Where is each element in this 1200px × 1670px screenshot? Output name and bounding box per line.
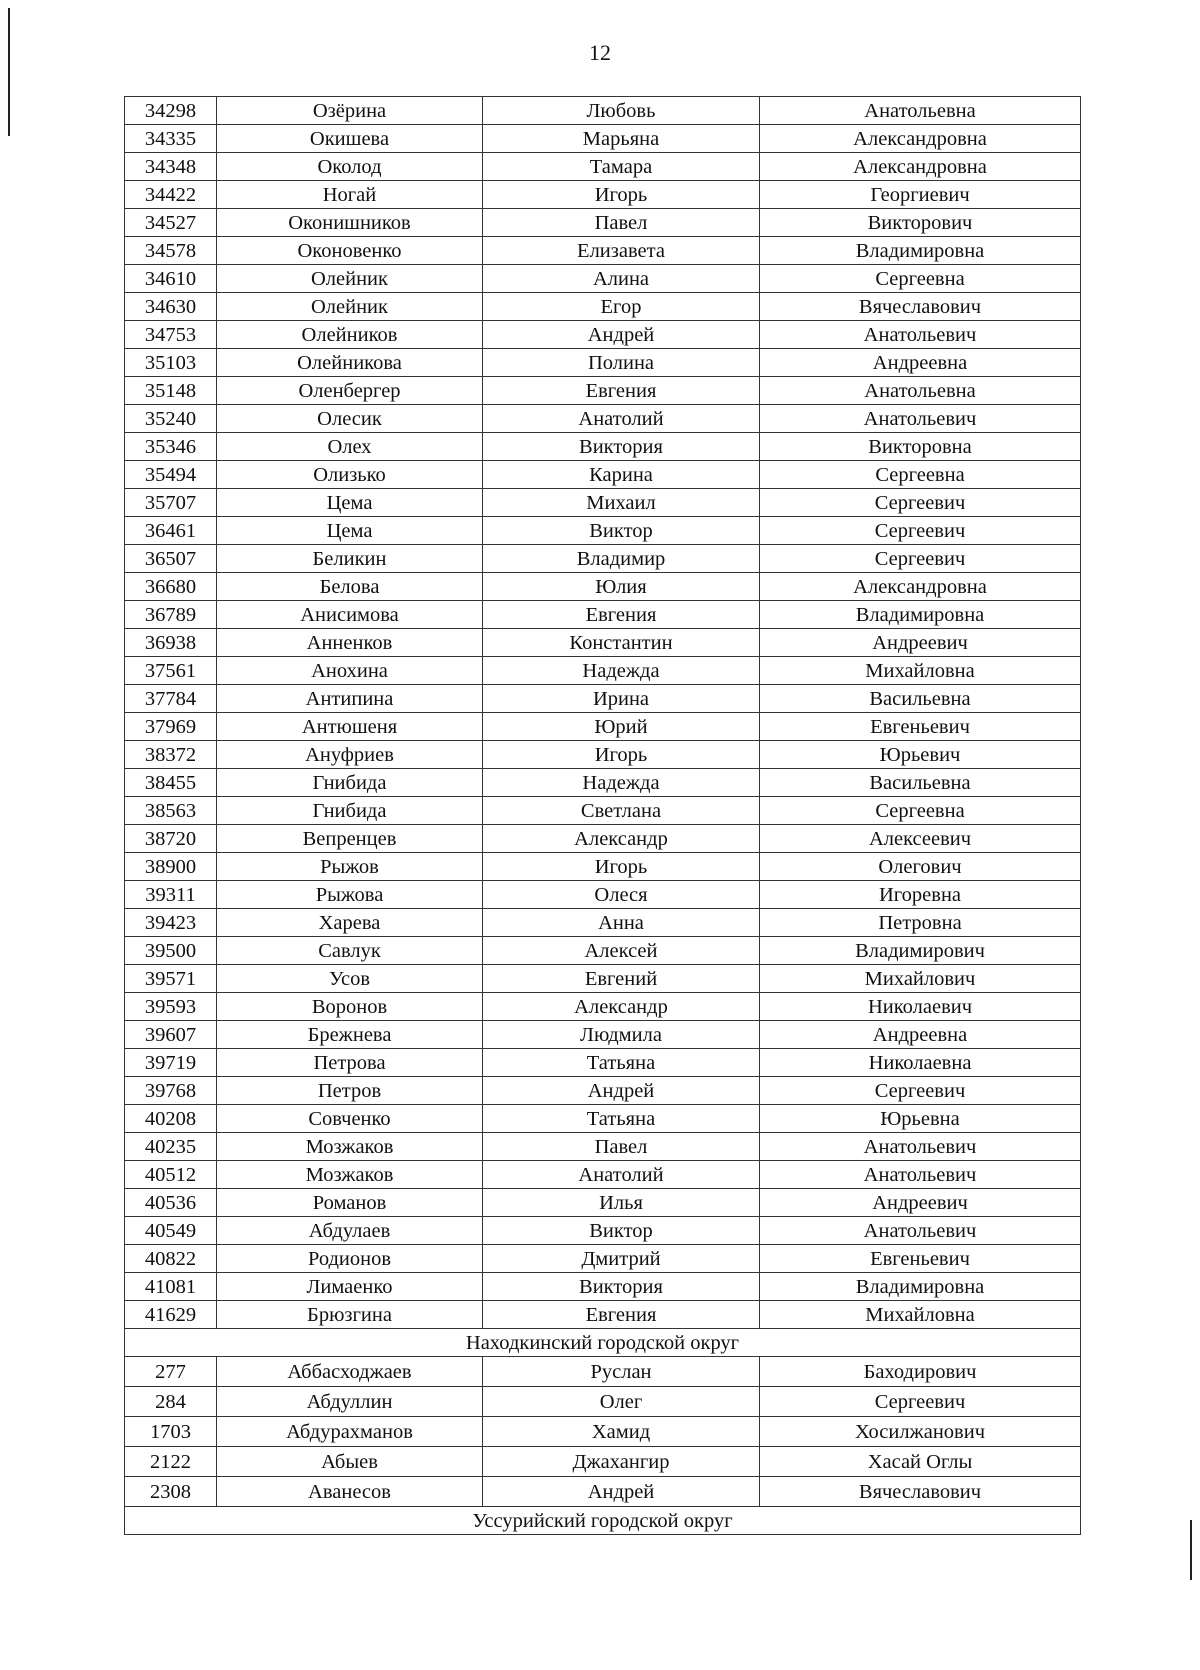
first-name-cell: Карина [483, 461, 760, 489]
last-name-cell: Оконовенко [217, 237, 483, 265]
patronymic-cell: Анатольевна [760, 97, 1081, 125]
last-name-cell: Усов [217, 965, 483, 993]
last-name-cell: Родионов [217, 1245, 483, 1273]
patronymic-cell: Михайловна [760, 657, 1081, 685]
patronymic-cell: Анатольевич [760, 405, 1081, 433]
table-row [125, 1477, 1081, 1507]
person-id-cell: 38900 [125, 853, 217, 881]
last-name-cell: Петров [217, 1077, 483, 1105]
person-id-cell: 38455 [125, 769, 217, 797]
patronymic-cell: Викторович [760, 209, 1081, 237]
first-name-cell: Олеся [483, 881, 760, 909]
patronymic-cell: Юрьевич [760, 741, 1081, 769]
person-id-cell: 35707 [125, 489, 217, 517]
last-name-cell: Олейник [217, 293, 483, 321]
table-row [125, 1217, 1081, 1245]
table-row [125, 1301, 1081, 1329]
patronymic-cell: Сергеевич [760, 1387, 1081, 1417]
last-name-cell: Савлук [217, 937, 483, 965]
last-name-cell: Харева [217, 909, 483, 937]
last-name-cell: Цема [217, 517, 483, 545]
last-name-cell: Совченко [217, 1105, 483, 1133]
scan-edge-mark [8, 8, 10, 136]
table-row [125, 517, 1081, 545]
person-id-cell: 35103 [125, 349, 217, 377]
patronymic-cell: Андреевна [760, 349, 1081, 377]
first-name-cell: Надежда [483, 769, 760, 797]
patronymic-cell: Георгиевич [760, 181, 1081, 209]
last-name-cell: Лимаенко [217, 1273, 483, 1301]
first-name-cell: Павел [483, 209, 760, 237]
patronymic-cell: Андреевна [760, 1021, 1081, 1049]
last-name-cell: Окишева [217, 125, 483, 153]
table-row [125, 769, 1081, 797]
first-name-cell: Александр [483, 825, 760, 853]
first-name-cell: Юлия [483, 573, 760, 601]
table-row [125, 909, 1081, 937]
patronymic-cell: Владимировна [760, 601, 1081, 629]
patronymic-cell: Сергеевич [760, 1077, 1081, 1105]
first-name-cell: Виктория [483, 433, 760, 461]
table-row [125, 1417, 1081, 1447]
table-row [125, 377, 1081, 405]
patronymic-cell: Сергеевич [760, 517, 1081, 545]
first-name-cell: Евгений [483, 965, 760, 993]
last-name-cell: Олейник [217, 265, 483, 293]
patronymic-cell: Андреевич [760, 629, 1081, 657]
first-name-cell: Тамара [483, 153, 760, 181]
first-name-cell: Дмитрий [483, 1245, 760, 1273]
person-id-cell: 39768 [125, 1077, 217, 1105]
patronymic-cell: Сергеевна [760, 461, 1081, 489]
person-id-cell: 36461 [125, 517, 217, 545]
first-name-cell: Игорь [483, 741, 760, 769]
table-row [125, 685, 1081, 713]
section-heading-row [125, 1329, 1081, 1357]
patronymic-cell: Васильевна [760, 685, 1081, 713]
last-name-cell: Абдулаев [217, 1217, 483, 1245]
person-id-cell: 34630 [125, 293, 217, 321]
person-id-cell: 39593 [125, 993, 217, 1021]
table-row [125, 1105, 1081, 1133]
first-name-cell: Полина [483, 349, 760, 377]
table-row [125, 629, 1081, 657]
last-name-cell: Романов [217, 1189, 483, 1217]
patronymic-cell: Анатольевич [760, 1133, 1081, 1161]
person-id-cell: 34527 [125, 209, 217, 237]
person-id-cell: 34335 [125, 125, 217, 153]
first-name-cell: Виктор [483, 1217, 760, 1245]
patronymic-cell: Викторовна [760, 433, 1081, 461]
table-row [125, 489, 1081, 517]
table-row [125, 1387, 1081, 1417]
patronymic-cell: Олегович [760, 853, 1081, 881]
last-name-cell: Белова [217, 573, 483, 601]
person-id-cell: 40549 [125, 1217, 217, 1245]
last-name-cell: Ногай [217, 181, 483, 209]
first-name-cell: Андрей [483, 1477, 760, 1507]
person-id-cell: 36507 [125, 545, 217, 573]
first-name-cell: Татьяна [483, 1105, 760, 1133]
person-id-cell: 40235 [125, 1133, 217, 1161]
person-id-cell: 2122 [125, 1447, 217, 1477]
patronymic-cell: Евгеньевич [760, 1245, 1081, 1273]
person-id-cell: 39719 [125, 1049, 217, 1077]
table-row [125, 1133, 1081, 1161]
table-row [125, 937, 1081, 965]
last-name-cell: Олейникова [217, 349, 483, 377]
person-id-cell: 34753 [125, 321, 217, 349]
patronymic-cell: Михайлович [760, 965, 1081, 993]
table-row [125, 97, 1081, 125]
person-id-cell: 36680 [125, 573, 217, 601]
first-name-cell: Виктория [483, 1273, 760, 1301]
last-name-cell: Анисимова [217, 601, 483, 629]
table-row [125, 1273, 1081, 1301]
first-name-cell: Игорь [483, 181, 760, 209]
table-row [125, 181, 1081, 209]
last-name-cell: Аббасходжаев [217, 1357, 483, 1387]
table-row [125, 1447, 1081, 1477]
table-row [125, 1245, 1081, 1273]
patronymic-cell: Петровна [760, 909, 1081, 937]
person-id-cell: 39311 [125, 881, 217, 909]
table-row [125, 265, 1081, 293]
last-name-cell: Гнибида [217, 769, 483, 797]
first-name-cell: Игорь [483, 853, 760, 881]
last-name-cell: Брежнева [217, 1021, 483, 1049]
last-name-cell: Беликин [217, 545, 483, 573]
first-name-cell: Людмила [483, 1021, 760, 1049]
last-name-cell: Абдуллин [217, 1387, 483, 1417]
patronymic-cell: Баходирович [760, 1357, 1081, 1387]
last-name-cell: Антипина [217, 685, 483, 713]
first-name-cell: Павел [483, 1133, 760, 1161]
table-row [125, 545, 1081, 573]
page-number: 12 [589, 40, 611, 65]
first-name-cell: Анна [483, 909, 760, 937]
last-name-cell: Оконишников [217, 209, 483, 237]
last-name-cell: Воронов [217, 993, 483, 1021]
person-id-cell: 35148 [125, 377, 217, 405]
last-name-cell: Олех [217, 433, 483, 461]
table-row [125, 321, 1081, 349]
person-id-cell: 34348 [125, 153, 217, 181]
last-name-cell: Рыжов [217, 853, 483, 881]
patronymic-cell: Алексеевич [760, 825, 1081, 853]
patronymic-cell: Анатольевич [760, 1161, 1081, 1189]
person-id-cell: 41629 [125, 1301, 217, 1329]
table-row [125, 125, 1081, 153]
last-name-cell: Олизько [217, 461, 483, 489]
last-name-cell: Гнибида [217, 797, 483, 825]
last-name-cell: Анненков [217, 629, 483, 657]
person-id-cell: 39500 [125, 937, 217, 965]
section-heading: Уссурийский городской округ [125, 1507, 1081, 1535]
patronymic-cell: Андреевич [760, 1189, 1081, 1217]
patronymic-cell: Николаевич [760, 993, 1081, 1021]
people-table-body [125, 97, 1081, 1535]
table-row [125, 1049, 1081, 1077]
patronymic-cell: Сергеевич [760, 545, 1081, 573]
patronymic-cell: Анатольевна [760, 377, 1081, 405]
person-id-cell: 35494 [125, 461, 217, 489]
last-name-cell: Мозжаков [217, 1133, 483, 1161]
person-id-cell: 41081 [125, 1273, 217, 1301]
first-name-cell: Михаил [483, 489, 760, 517]
person-id-cell: 40512 [125, 1161, 217, 1189]
person-id-cell: 34298 [125, 97, 217, 125]
table-row [125, 853, 1081, 881]
first-name-cell: Владимир [483, 545, 760, 573]
last-name-cell: Вепренцев [217, 825, 483, 853]
table-row [125, 1357, 1081, 1387]
patronymic-cell: Юрьевна [760, 1105, 1081, 1133]
patronymic-cell: Анатольевич [760, 321, 1081, 349]
person-id-cell: 37784 [125, 685, 217, 713]
first-name-cell: Татьяна [483, 1049, 760, 1077]
person-id-cell: 34422 [125, 181, 217, 209]
person-id-cell: 35346 [125, 433, 217, 461]
person-id-cell: 34610 [125, 265, 217, 293]
first-name-cell: Алина [483, 265, 760, 293]
table-row [125, 601, 1081, 629]
person-id-cell: 40822 [125, 1245, 217, 1273]
first-name-cell: Константин [483, 629, 760, 657]
table-row [125, 1189, 1081, 1217]
person-id-cell: 37561 [125, 657, 217, 685]
table-row [125, 573, 1081, 601]
table-row [125, 741, 1081, 769]
people-table [124, 96, 1081, 1535]
last-name-cell: Оленбергер [217, 377, 483, 405]
last-name-cell: Анохина [217, 657, 483, 685]
last-name-cell: Ануфриев [217, 741, 483, 769]
first-name-cell: Евгения [483, 377, 760, 405]
first-name-cell: Юрий [483, 713, 760, 741]
person-id-cell: 38720 [125, 825, 217, 853]
person-id-cell: 38372 [125, 741, 217, 769]
table-row [125, 293, 1081, 321]
patronymic-cell: Александровна [760, 573, 1081, 601]
last-name-cell: Петрова [217, 1049, 483, 1077]
scan-edge-mark [1190, 1520, 1192, 1580]
table-row [125, 237, 1081, 265]
table-row [125, 993, 1081, 1021]
first-name-cell: Андрей [483, 1077, 760, 1105]
table-row [125, 881, 1081, 909]
patronymic-cell: Сергеевна [760, 797, 1081, 825]
table-row [125, 713, 1081, 741]
last-name-cell: Абдурахманов [217, 1417, 483, 1447]
person-id-cell: 36789 [125, 601, 217, 629]
first-name-cell: Евгения [483, 1301, 760, 1329]
last-name-cell: Озёрина [217, 97, 483, 125]
table-row [125, 797, 1081, 825]
last-name-cell: Мозжаков [217, 1161, 483, 1189]
person-id-cell: 2308 [125, 1477, 217, 1507]
patronymic-cell: Александровна [760, 125, 1081, 153]
patronymic-cell: Вячеславович [760, 293, 1081, 321]
first-name-cell: Елизавета [483, 237, 760, 265]
person-id-cell: 34578 [125, 237, 217, 265]
first-name-cell: Анатолий [483, 1161, 760, 1189]
patronymic-cell: Вячеславович [760, 1477, 1081, 1507]
section-heading: Находкинский городской округ [125, 1329, 1081, 1357]
patronymic-cell: Хосилжанович [760, 1417, 1081, 1447]
table-row [125, 657, 1081, 685]
patronymic-cell: Евгеньевич [760, 713, 1081, 741]
first-name-cell: Хамид [483, 1417, 760, 1447]
table-row [125, 965, 1081, 993]
last-name-cell: Околод [217, 153, 483, 181]
first-name-cell: Андрей [483, 321, 760, 349]
table-row [125, 433, 1081, 461]
first-name-cell: Ирина [483, 685, 760, 713]
patronymic-cell: Васильевна [760, 769, 1081, 797]
table-row [125, 349, 1081, 377]
patronymic-cell: Сергеевич [760, 489, 1081, 517]
last-name-cell: Цема [217, 489, 483, 517]
first-name-cell: Надежда [483, 657, 760, 685]
person-id-cell: 1703 [125, 1417, 217, 1447]
section-heading-row [125, 1507, 1081, 1535]
patronymic-cell: Анатольевич [760, 1217, 1081, 1245]
last-name-cell: Антюшеня [217, 713, 483, 741]
patronymic-cell: Александровна [760, 153, 1081, 181]
table-row [125, 825, 1081, 853]
table-row [125, 1161, 1081, 1189]
first-name-cell: Олег [483, 1387, 760, 1417]
first-name-cell: Анатолий [483, 405, 760, 433]
first-name-cell: Егор [483, 293, 760, 321]
first-name-cell: Александр [483, 993, 760, 1021]
table-row [125, 209, 1081, 237]
table-row [125, 1021, 1081, 1049]
patronymic-cell: Владимировна [760, 1273, 1081, 1301]
first-name-cell: Руслан [483, 1357, 760, 1387]
patronymic-cell: Хасай Оглы [760, 1447, 1081, 1477]
person-id-cell: 35240 [125, 405, 217, 433]
first-name-cell: Евгения [483, 601, 760, 629]
patronymic-cell: Владимировна [760, 237, 1081, 265]
first-name-cell: Светлана [483, 797, 760, 825]
first-name-cell: Джахангир [483, 1447, 760, 1477]
first-name-cell: Илья [483, 1189, 760, 1217]
first-name-cell: Марьяна [483, 125, 760, 153]
person-id-cell: 40208 [125, 1105, 217, 1133]
last-name-cell: Брюзгина [217, 1301, 483, 1329]
person-id-cell: 284 [125, 1387, 217, 1417]
patronymic-cell: Игоревна [760, 881, 1081, 909]
last-name-cell: Олесик [217, 405, 483, 433]
person-id-cell: 39607 [125, 1021, 217, 1049]
person-id-cell: 40536 [125, 1189, 217, 1217]
patronymic-cell: Николаевна [760, 1049, 1081, 1077]
last-name-cell: Рыжова [217, 881, 483, 909]
first-name-cell: Алексей [483, 937, 760, 965]
person-id-cell: 39423 [125, 909, 217, 937]
patronymic-cell: Владимирович [760, 937, 1081, 965]
first-name-cell: Любовь [483, 97, 760, 125]
person-id-cell: 39571 [125, 965, 217, 993]
table-row [125, 1077, 1081, 1105]
person-id-cell: 36938 [125, 629, 217, 657]
patronymic-cell: Сергеевна [760, 265, 1081, 293]
last-name-cell: Олейников [217, 321, 483, 349]
person-id-cell: 37969 [125, 713, 217, 741]
patronymic-cell: Михайловна [760, 1301, 1081, 1329]
person-id-cell: 38563 [125, 797, 217, 825]
first-name-cell: Виктор [483, 517, 760, 545]
table-row [125, 461, 1081, 489]
last-name-cell: Аванесов [217, 1477, 483, 1507]
table-row [125, 405, 1081, 433]
last-name-cell: Абыев [217, 1447, 483, 1477]
person-id-cell: 277 [125, 1357, 217, 1387]
table-row [125, 153, 1081, 181]
